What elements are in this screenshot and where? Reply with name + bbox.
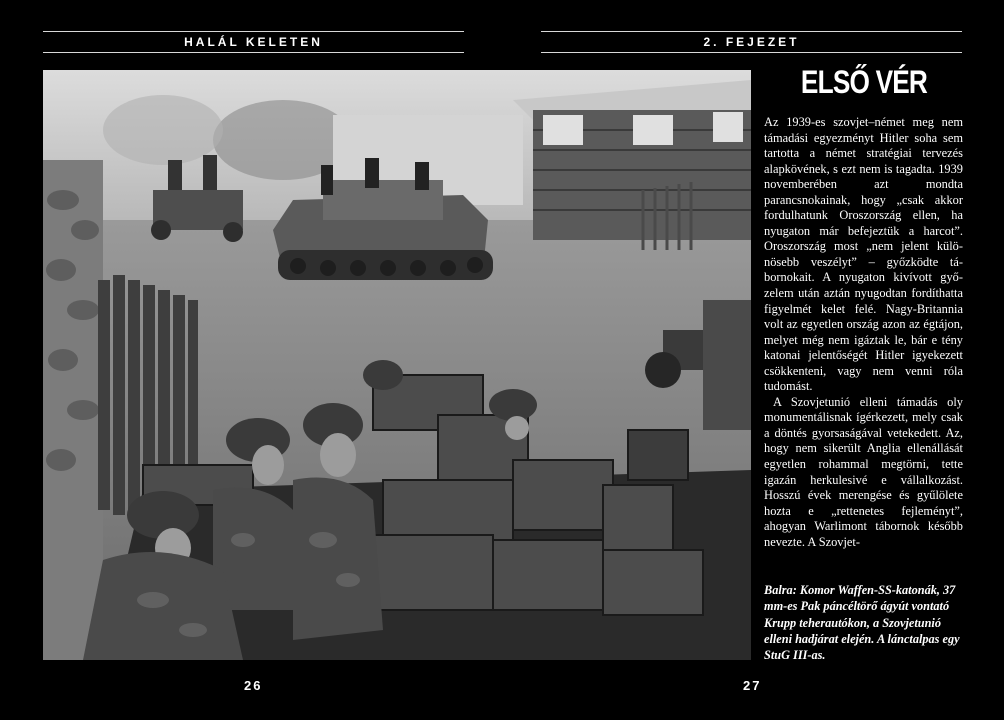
right-page-number: 27	[743, 678, 762, 693]
body-text	[764, 115, 963, 550]
left-page-number: 26	[244, 678, 263, 693]
body-paragraph: A Szovjetunió elleni támadás oly monumentálisnak ígérkezett, mely csak a döntés gyorsaságával vetekedett. Az, hogy nem sikerült Anglia ellenállását egyetlen rohammal megtörni, tette igazán herkulesivé e vállalkozást. Hosszú évek merengése és gyűlölete hozta e „rettenetes fejleményt”, ahogyan Warlimont tábornok később nevezte. A Szovjet-	[764, 394, 963, 549]
body-paragraph: Az 1939-es szovjet–német meg nem támadási egyezményt Hitler soha sem tartotta a német stratégiai tervezés alapkövének, s ezt nem is tagadta. 1939 novemberében azt mondta parancsnokainak, hogy „csak akkor fordulhatunk Oroszország ellen, ha nyugaton már befejeztük a harcot”. Oroszország most „nem jelent különösebb veszélyt” – győzködte tábornokait. A nyugaton kivívott győzelem után aztán nyugodtan fordíthatta figyelmét kelet felé. Nagy-Britannia volt az egyetlen ország azon az égtájon, melyet még nem igáztak le, bár e tény katonai jelentőségét Hitler igyekezett csökkenteni, vagy nem venni róla tudomást.	[764, 115, 963, 394]
right-header-rule-top	[541, 31, 962, 32]
left-header-rule-top	[43, 31, 464, 32]
left-running-head: HALÁL KELETEN	[184, 35, 323, 49]
photograph-illustration	[43, 70, 751, 660]
war-photograph	[43, 70, 751, 660]
right-header-rule-bottom	[541, 52, 962, 53]
chapter-title: ELSŐ VÉR	[800, 64, 928, 100]
left-header-rule-bottom	[43, 52, 464, 53]
photo-caption: Balra: Komor Waffen-SS-katonák, 37 mm-es Pak páncéltörő ágyút vontató Krupp teherautókon, a Szovjetunió elleni hadjárat elején. A lánctalpas egy StuG III-as.	[764, 583, 960, 663]
right-running-head: 2. FEJEZET	[703, 35, 800, 49]
